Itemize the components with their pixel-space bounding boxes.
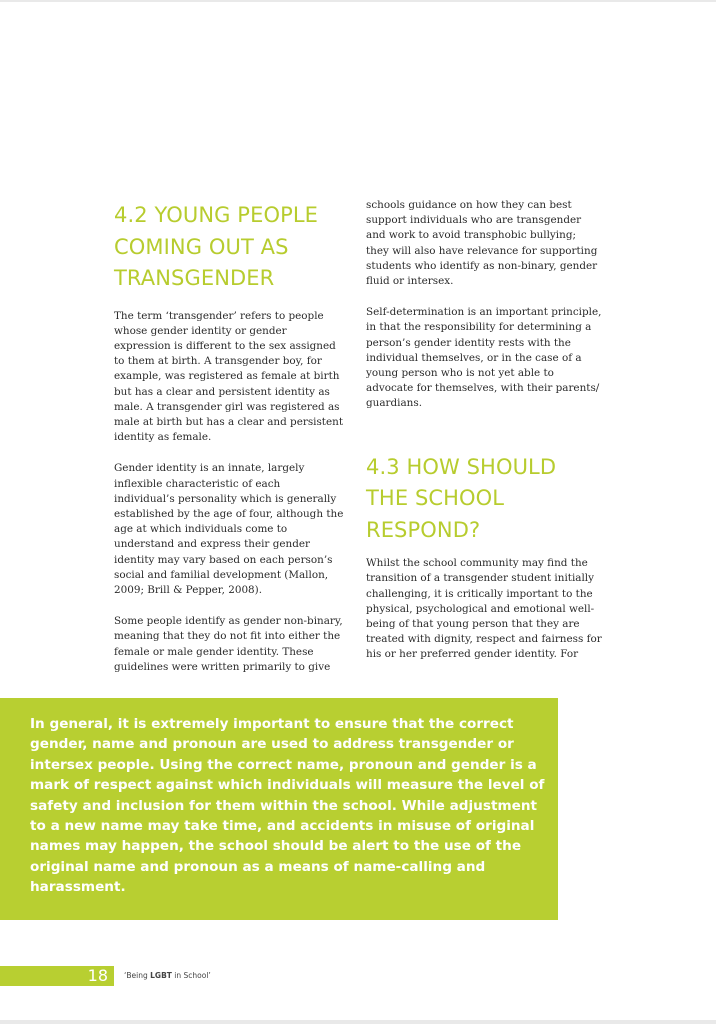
page-number: 18 bbox=[87, 966, 108, 985]
footer-title-prefix: ‘Being bbox=[124, 971, 151, 980]
body-paragraph: Gender identity is an innate, largely inflexible characteristic of each individual’s personality which is generally established by the age of four, although the age at which individuals come to understand and express their gender identity may vary based on each person’s social and familial development (Mallon, 2009; Brill & Pepper, 2008). bbox=[114, 462, 344, 596]
body-paragraph: schools guidance on how they can best support individuals who are transgender and work to avoid transphobic bullying; they will also have relevance for supporting students who identify as non-binary, gender fluid or intersex. bbox=[366, 199, 598, 288]
section-heading-4-3: 4.3 HOW SHOULD THE SCHOOL RESPOND? bbox=[366, 454, 557, 542]
callout-text: In general, it is extremely important to ensure that the correct gender, name and pronoun are used to address transgender or intersex people. Using the correct name, pronoun and gender is a mark of respect against which individuals will measure the level of safety and inclusion for them within the school. While adjustment to a new name may take time, and accidents in misuse of original names may happen, the school should be alert to the use of the original name and pronoun as a means of name-calling and harassment. bbox=[30, 716, 545, 896]
callout-box bbox=[0, 698, 558, 920]
document-page bbox=[0, 2, 716, 1020]
footer-title bbox=[124, 971, 211, 981]
section-heading-4-2: 4.2 YOUNG PEOPLE COMING OUT AS TRANSGENDER bbox=[114, 203, 319, 290]
footer-bar bbox=[0, 966, 114, 986]
body-paragraph: The term ‘transgender’ refers to people whose gender identity or gender expression is different to the sex assigned to them at birth. A transgender boy, for example, was registered as female at birth but has a clear and persistent identity as male. A transgender girl was registered as male at birth but has a clear and persistent identity as female. bbox=[114, 309, 343, 444]
body-paragraph: Some people identify as gender non-binary, meaning that they do not fit into either the female or male gender identity. These guidelines were written primarily to give bbox=[114, 615, 343, 673]
right-column bbox=[366, 198, 602, 679]
left-column bbox=[114, 200, 344, 691]
footer-title-bold: LGBT bbox=[150, 971, 172, 980]
body-paragraph: Self-determination is an important principle, in that the responsibility for determining a person’s gender identity rests with the individual themselves, or in the case of a young person who is not yet able to advocate for themselves, with their parents/ guardians. bbox=[366, 306, 602, 410]
footer-title-suffix: in School’ bbox=[171, 971, 211, 980]
body-paragraph: Whilst the school community may find the transition of a transgender student initially challenging, it is critically important to the physical, psychological and emotional well-being of that young person that they are treated with dignity, respect and fairness for his or her preferred gender identity. For bbox=[366, 557, 602, 661]
